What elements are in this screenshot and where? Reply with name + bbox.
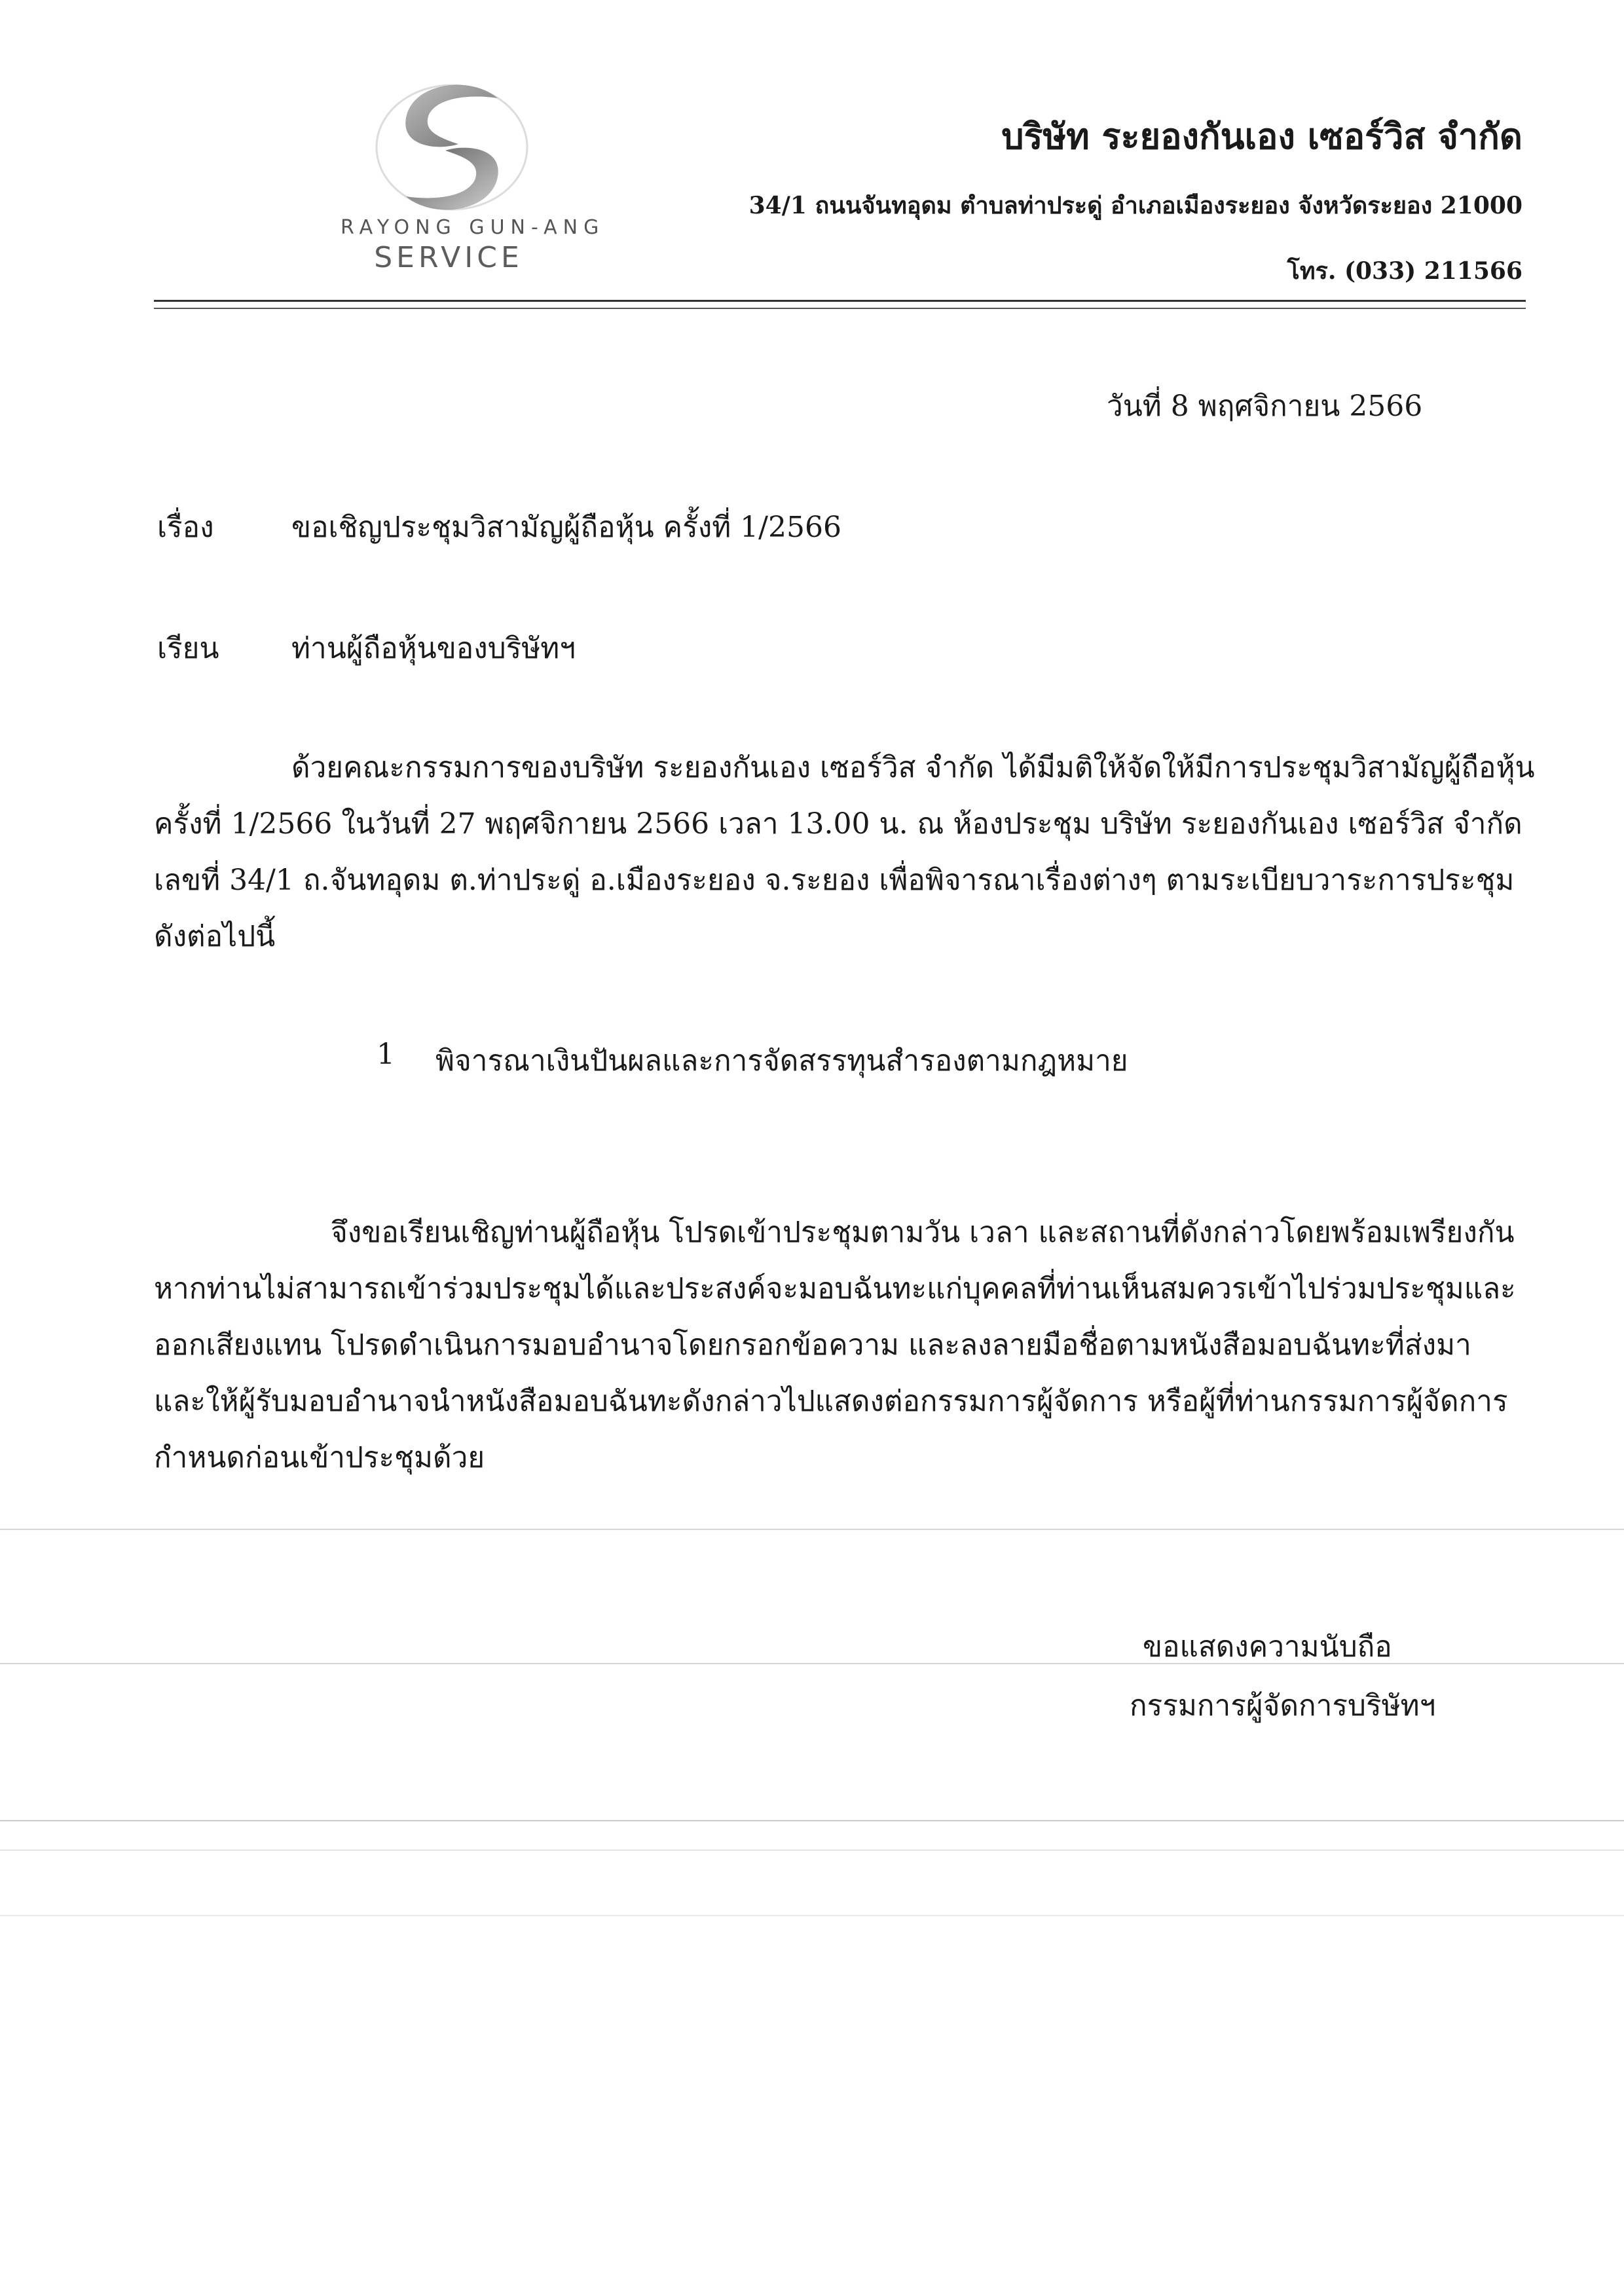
recipient-text: ท่านผู้ถือหุ้นของบริษัทฯ xyxy=(291,632,576,665)
paragraph-2-line: กำหนดก่อนเข้าประชุมด้วย xyxy=(154,1441,485,1474)
paragraph-2-line: และให้ผู้รับมอบอำนาจนำหนังสือมอบฉันทะดังกล่าวไปแสดงต่อกรรมการผู้จัดการ หรือผู้ที่ท่านกรรมการผู้จัดการ xyxy=(154,1385,1508,1418)
paragraph-2-line: หากท่านไม่สามารถเข้าร่วมประชุมได้และประสงค์จะมอบฉันทะแก่บุคคลที่ท่านเห็นสมควรเข้าไปร่วมประชุมและ xyxy=(154,1272,1516,1305)
letterhead-divider xyxy=(154,300,1526,302)
recipient-label: เรียน xyxy=(157,632,219,665)
subject-text: ขอเชิญประชุมวิสามัญผู้ถือหุ้น ครั้งที่ 1/2566 xyxy=(291,511,841,544)
scan-artifact-line xyxy=(0,1915,1624,1916)
letterhead-divider-secondary xyxy=(154,308,1526,309)
paragraph-1-line: เลขที่ 34/1 ถ.จันทอุดม ต.ท่าประดู่ อ.เมืองระยอง จ.ระยอง เพื่อพิจารณาเรื่องต่างๆ ตามระเบียบวาระการประชุม xyxy=(154,864,1515,897)
closing-signatory: กรรมการผู้จัดการบริษัทฯ xyxy=(1130,1689,1436,1722)
scan-artifact-line xyxy=(0,1850,1624,1851)
paragraph-1-line: ครั้งที่ 1/2566 ในวันที่ 27 พฤศจิกายน 2566 เวลา 13.00 น. ณ ห้องประชุม บริษัท ระยองกันเอง เซอร์วิส จำกัด xyxy=(154,807,1522,841)
company-logo-mark-icon xyxy=(367,79,537,216)
subject-label: เรื่อง xyxy=(157,511,214,544)
agenda-item-number: 1 xyxy=(377,1038,395,1071)
company-address: 34/1 ถนนจันทอุดม ตำบลท่าประดู่ อำเภอเมืองระยอง จังหวัดระยอง 21000 xyxy=(748,192,1522,219)
scan-artifact-line xyxy=(0,1529,1624,1530)
closing-regards: ขอแสดงความนับถือ xyxy=(1143,1630,1392,1664)
letter-date: วันที่ 8 พฤศจิกายน 2566 xyxy=(1107,390,1423,423)
agenda-item-text: พิจารณาเงินปันผลและการจัดสรรทุนสำรองตามกฎหมาย xyxy=(435,1044,1128,1078)
logo-text-top: RAYONG GUN-ANG xyxy=(341,216,605,239)
paragraph-2-line: จึงขอเรียนเชิญท่านผู้ถือหุ้น โปรดเข้าประชุมตามวัน เวลา และสถานที่ดังกล่าวโดยพร้อมเพรียงกัน xyxy=(331,1216,1515,1249)
paragraph-1-line: ดังต่อไปนี้ xyxy=(154,920,276,953)
logo-text-bottom: SERVICE xyxy=(374,241,523,274)
paragraph-2-line: ออกเสียงแทน โปรดดำเนินการมอบอำนาจโดยกรอกข้อความ และลงลายมือชื่อตามหนังสือมอบฉันทะที่ส่งมา xyxy=(154,1328,1471,1362)
company-logo xyxy=(341,79,605,275)
scan-artifact-line xyxy=(0,1663,1624,1664)
company-phone: โทร. (033) 211566 xyxy=(1287,257,1522,285)
company-name: บริษัท ระยองกันเอง เซอร์วิส จำกัด xyxy=(1001,115,1522,157)
scan-artifact-line xyxy=(0,1820,1624,1821)
paragraph-1-line: ด้วยคณะกรรมการของบริษัท ระยองกันเอง เซอร์วิส จำกัด ได้มีมติให้จัดให้มีการประชุมวิสามัญผู้ถือหุ้น xyxy=(291,751,1535,784)
